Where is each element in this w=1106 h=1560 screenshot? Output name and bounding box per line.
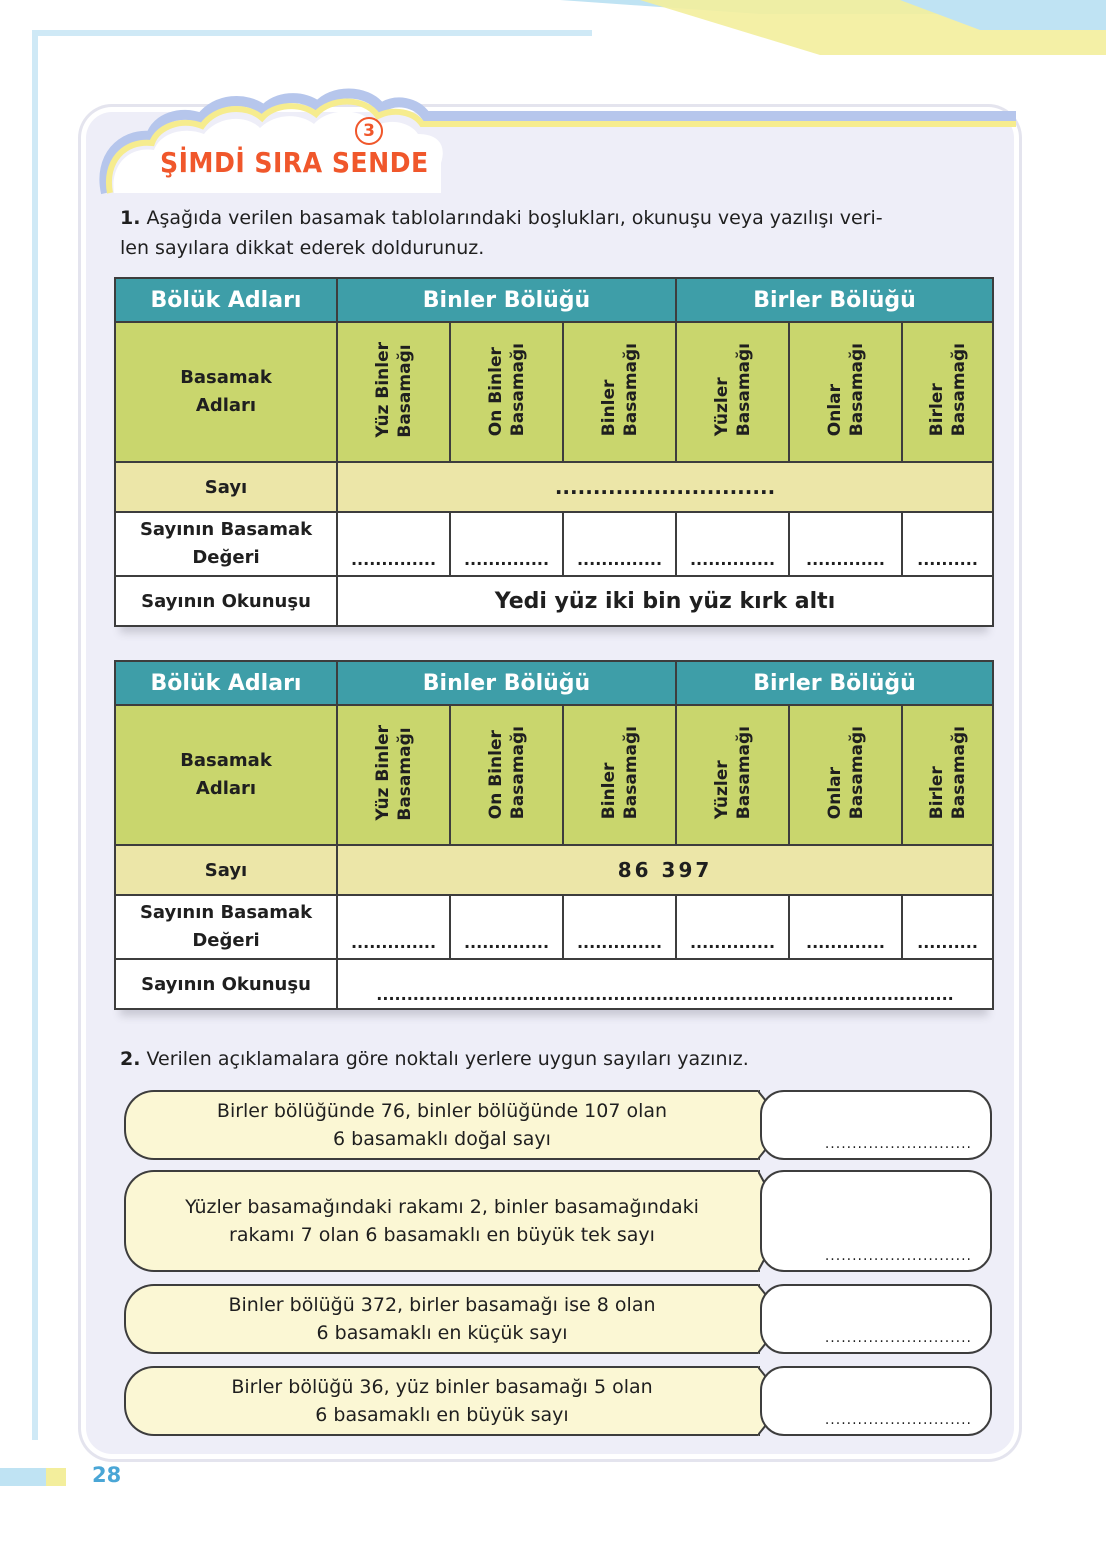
basamak-degeri-blank[interactable]: .......... xyxy=(902,512,993,576)
basamak-degeri-blank[interactable]: ............. xyxy=(789,895,902,959)
statement-text: Binler bölüğü 372, birler basamağı ise 8 olan 6 basamaklı en küçük sayı xyxy=(228,1294,656,1344)
okunusu-blank[interactable]: ............................................................................................... xyxy=(337,959,993,1009)
basamak-degeri-label: Sayının Basamak Değeri xyxy=(115,895,337,959)
sayi-value: 86 397 xyxy=(337,845,993,895)
place-value-table-2 xyxy=(114,660,994,1010)
page-bar xyxy=(46,1468,66,1486)
basamak-adlari-label: Basamak Adları xyxy=(115,322,337,462)
column-binler: Binler Basamağı xyxy=(598,343,641,437)
column-onlar: Onlar Basamağı xyxy=(824,343,867,437)
column-birler: Birler Basamağı xyxy=(926,726,969,820)
statement-text: Yüzler basamağındaki rakamı 2, binler basamağındaki rakamı 7 olan 6 basamaklı en büyük tek sayı xyxy=(185,1196,699,1246)
answer-box[interactable] xyxy=(760,1366,992,1436)
statement-item xyxy=(124,1284,992,1354)
statement-item xyxy=(124,1170,992,1272)
sayi-label: Sayı xyxy=(115,462,337,512)
place-value-table-1 xyxy=(114,277,994,627)
okunusu-label: Sayının Okunuşu xyxy=(115,576,337,626)
column-yuz-binler: Yüz Binler Basamağı xyxy=(372,725,415,821)
basamak-degeri-blank[interactable]: .............. xyxy=(563,512,676,576)
column-yuzler: Yüzler Basamağı xyxy=(711,343,754,437)
column-yuz-binler: Yüz Binler Basamağı xyxy=(372,342,415,438)
section-title: ŞİMDİ SIRA SENDE xyxy=(160,146,429,179)
basamak-degeri-blank[interactable]: .............. xyxy=(337,512,450,576)
header-bolukler: Bölük Adları xyxy=(115,278,337,322)
question-number: 2. xyxy=(120,1048,141,1070)
statement-text: Birler bölüğü 36, yüz binler basamağı 5 olan 6 basamaklı en büyük sayı xyxy=(231,1376,653,1426)
answer-box[interactable] xyxy=(760,1090,992,1160)
basamak-adlari-label: Basamak Adları xyxy=(115,705,337,845)
column-yuzler: Yüzler Basamağı xyxy=(711,726,754,820)
cloud-header-icon xyxy=(96,88,1016,198)
page-number: 28 xyxy=(92,1463,122,1487)
basamak-degeri-blank[interactable]: ............. xyxy=(789,512,902,576)
column-on-binler: On Binler Basamağı xyxy=(485,726,528,820)
header-binler-bolugu: Binler Bölüğü xyxy=(337,278,676,322)
okunusu-value: Yedi yüz iki bin yüz kırk altı xyxy=(337,576,993,626)
answer-box[interactable] xyxy=(760,1284,992,1354)
header-binler-bolugu: Binler Bölüğü xyxy=(337,661,676,705)
column-birler: Birler Basamağı xyxy=(926,343,969,437)
question-2 xyxy=(120,1044,1000,1074)
question-1 xyxy=(120,203,1000,263)
basamak-degeri-blank[interactable]: .............. xyxy=(450,895,563,959)
question-number: 1. xyxy=(120,207,141,229)
column-binler: Binler Basamağı xyxy=(598,726,641,820)
basamak-degeri-blank[interactable]: .............. xyxy=(676,512,789,576)
answer-box[interactable] xyxy=(760,1170,992,1272)
answer-blank[interactable]: ........................... xyxy=(824,1412,972,1428)
basamak-degeri-blank[interactable]: .............. xyxy=(337,895,450,959)
column-onlar: Onlar Basamağı xyxy=(824,726,867,820)
frame-line xyxy=(32,30,592,36)
header-birler-bolugu: Birler Bölüğü xyxy=(676,661,993,705)
question-text: Aşağıda verilen basamak tablolarındaki boşlukları, okunuşu veya yazılışı veri- len sayılara dikkat ederek doldurunuz. xyxy=(120,207,883,259)
basamak-degeri-blank[interactable]: .............. xyxy=(676,895,789,959)
basamak-degeri-blank[interactable]: .............. xyxy=(450,512,563,576)
question-text: Verilen açıklamalara göre noktalı yerlere uygun sayıları yazınız. xyxy=(146,1048,749,1070)
answer-blank[interactable]: ........................... xyxy=(824,1136,972,1152)
statement-item xyxy=(124,1090,992,1160)
answer-blank[interactable]: ........................... xyxy=(824,1248,972,1264)
statement-text: Birler bölüğünde 76, binler bölüğünde 107 olan 6 basamaklı doğal sayı xyxy=(216,1100,668,1150)
answer-blank[interactable]: ........................... xyxy=(824,1330,972,1346)
frame-line xyxy=(32,30,38,1440)
basamak-degeri-blank[interactable]: .......... xyxy=(902,895,993,959)
basamak-degeri-blank[interactable]: .............. xyxy=(563,895,676,959)
section-number-badge: 3 xyxy=(355,117,383,145)
header-bolukler: Bölük Adları xyxy=(115,661,337,705)
okunusu-label: Sayının Okunuşu xyxy=(115,959,337,1009)
sayi-blank[interactable]: ............................. xyxy=(337,462,993,512)
sayi-label: Sayı xyxy=(115,845,337,895)
basamak-degeri-label: Sayının Basamak Değeri xyxy=(115,512,337,576)
page-bar xyxy=(0,1468,46,1486)
header-birler-bolugu: Birler Bölüğü xyxy=(676,278,993,322)
column-on-binler: On Binler Basamağı xyxy=(485,343,528,437)
statement-item xyxy=(124,1366,992,1436)
